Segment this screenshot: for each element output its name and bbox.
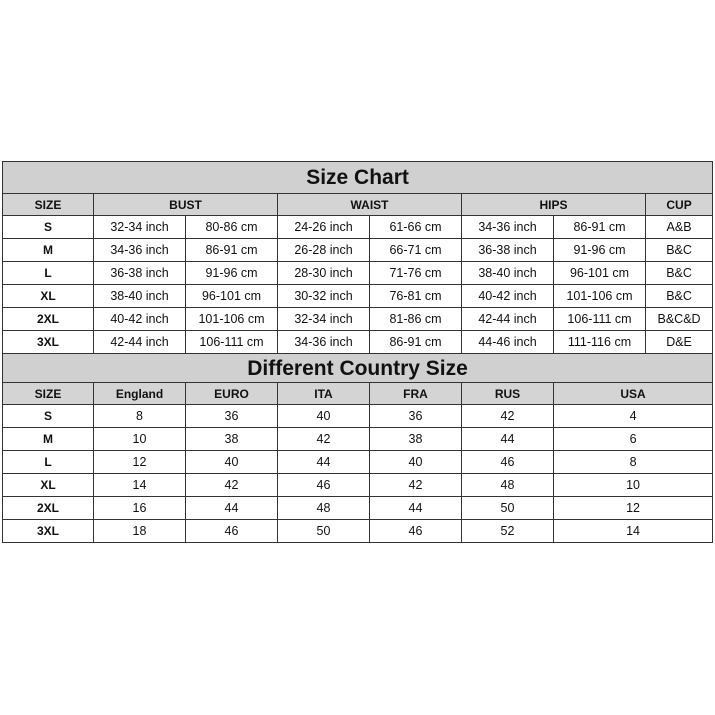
usa-cell: 6	[554, 428, 713, 451]
waist-cm-cell: 66-71 cm	[370, 239, 462, 262]
header-hips: HIPS	[462, 194, 646, 216]
waist-inch-cell: 24-26 inch	[278, 216, 370, 239]
bust-inch-cell: 40-42 inch	[94, 308, 186, 331]
hips-inch-cell: 36-38 inch	[462, 239, 554, 262]
ita-cell: 44	[278, 451, 370, 474]
usa-cell: 10	[554, 474, 713, 497]
hips-inch-cell: 40-42 inch	[462, 285, 554, 308]
size-cell: L	[3, 262, 94, 285]
england-cell: 16	[94, 497, 186, 520]
country-header-euro: EURO	[186, 383, 278, 405]
country-title-row	[3, 354, 713, 383]
hips-cm-cell: 111-116 cm	[554, 331, 646, 354]
size-cell: M	[3, 428, 94, 451]
ita-cell: 50	[278, 520, 370, 543]
ita-cell: 40	[278, 405, 370, 428]
bust-cm-cell: 91-96 cm	[186, 262, 278, 285]
waist-inch-cell: 26-28 inch	[278, 239, 370, 262]
waist-inch-cell: 30-32 inch	[278, 285, 370, 308]
table-row	[3, 331, 713, 354]
fra-cell: 38	[370, 428, 462, 451]
euro-cell: 38	[186, 428, 278, 451]
england-cell: 8	[94, 405, 186, 428]
fra-cell: 40	[370, 451, 462, 474]
waist-inch-cell: 32-34 inch	[278, 308, 370, 331]
header-size: SIZE	[3, 194, 94, 216]
usa-cell: 4	[554, 405, 713, 428]
size-chart-title-row	[3, 162, 713, 194]
size-cell: M	[3, 239, 94, 262]
table-row	[3, 497, 713, 520]
country-header-usa: USA	[554, 383, 713, 405]
cup-cell: B&C	[646, 285, 713, 308]
hips-cm-cell: 96-101 cm	[554, 262, 646, 285]
size-cell: 2XL	[3, 308, 94, 331]
fra-cell: 44	[370, 497, 462, 520]
cup-cell: D&E	[646, 331, 713, 354]
size-chart-table	[2, 161, 713, 543]
cup-cell: B&C	[646, 262, 713, 285]
rus-cell: 46	[462, 451, 554, 474]
bust-inch-cell: 36-38 inch	[94, 262, 186, 285]
size-cell: 3XL	[3, 331, 94, 354]
fra-cell: 46	[370, 520, 462, 543]
bust-cm-cell: 96-101 cm	[186, 285, 278, 308]
bust-inch-cell: 32-34 inch	[94, 216, 186, 239]
bust-cm-cell: 101-106 cm	[186, 308, 278, 331]
hips-inch-cell: 38-40 inch	[462, 262, 554, 285]
hips-inch-cell: 34-36 inch	[462, 216, 554, 239]
england-cell: 18	[94, 520, 186, 543]
rus-cell: 48	[462, 474, 554, 497]
england-cell: 10	[94, 428, 186, 451]
hips-cm-cell: 106-111 cm	[554, 308, 646, 331]
size-cell: XL	[3, 474, 94, 497]
size-cell: XL	[3, 285, 94, 308]
header-waist: WAIST	[278, 194, 462, 216]
table-row	[3, 520, 713, 543]
header-cup: CUP	[646, 194, 713, 216]
size-chart-title: Size Chart	[3, 162, 713, 194]
size-cell: S	[3, 216, 94, 239]
bust-inch-cell: 34-36 inch	[94, 239, 186, 262]
bust-inch-cell: 38-40 inch	[94, 285, 186, 308]
euro-cell: 46	[186, 520, 278, 543]
waist-cm-cell: 61-66 cm	[370, 216, 462, 239]
rus-cell: 52	[462, 520, 554, 543]
size-cell: 2XL	[3, 497, 94, 520]
table-row	[3, 216, 713, 239]
table-row	[3, 451, 713, 474]
waist-cm-cell: 76-81 cm	[370, 285, 462, 308]
waist-cm-cell: 71-76 cm	[370, 262, 462, 285]
euro-cell: 44	[186, 497, 278, 520]
size-cell: 3XL	[3, 520, 94, 543]
hips-cm-cell: 86-91 cm	[554, 216, 646, 239]
hips-cm-cell: 91-96 cm	[554, 239, 646, 262]
country-header-row	[3, 383, 713, 405]
usa-cell: 8	[554, 451, 713, 474]
table-row	[3, 262, 713, 285]
england-cell: 14	[94, 474, 186, 497]
country-size-title: Different Country Size	[3, 354, 713, 383]
fra-cell: 42	[370, 474, 462, 497]
hips-cm-cell: 101-106 cm	[554, 285, 646, 308]
rus-cell: 42	[462, 405, 554, 428]
rus-cell: 44	[462, 428, 554, 451]
size-chart-header-row	[3, 194, 713, 216]
table-row	[3, 285, 713, 308]
england-cell: 12	[94, 451, 186, 474]
table-row	[3, 428, 713, 451]
bust-inch-cell: 42-44 inch	[94, 331, 186, 354]
ita-cell: 42	[278, 428, 370, 451]
waist-inch-cell: 28-30 inch	[278, 262, 370, 285]
hips-inch-cell: 44-46 inch	[462, 331, 554, 354]
euro-cell: 36	[186, 405, 278, 428]
usa-cell: 14	[554, 520, 713, 543]
country-header-rus: RUS	[462, 383, 554, 405]
size-chart-sheet	[2, 161, 712, 543]
country-header-fra: FRA	[370, 383, 462, 405]
table-row	[3, 239, 713, 262]
cup-cell: B&C	[646, 239, 713, 262]
waist-inch-cell: 34-36 inch	[278, 331, 370, 354]
cup-cell: B&C&D	[646, 308, 713, 331]
bust-cm-cell: 106-111 cm	[186, 331, 278, 354]
table-row	[3, 474, 713, 497]
rus-cell: 50	[462, 497, 554, 520]
fra-cell: 36	[370, 405, 462, 428]
cup-cell: A&B	[646, 216, 713, 239]
waist-cm-cell: 81-86 cm	[370, 308, 462, 331]
size-cell: L	[3, 451, 94, 474]
ita-cell: 46	[278, 474, 370, 497]
country-header-ita: ITA	[278, 383, 370, 405]
euro-cell: 40	[186, 451, 278, 474]
header-bust: BUST	[94, 194, 278, 216]
country-header-england: England	[94, 383, 186, 405]
hips-inch-cell: 42-44 inch	[462, 308, 554, 331]
bust-cm-cell: 86-91 cm	[186, 239, 278, 262]
table-row	[3, 308, 713, 331]
ita-cell: 48	[278, 497, 370, 520]
table-row	[3, 405, 713, 428]
size-cell: S	[3, 405, 94, 428]
waist-cm-cell: 86-91 cm	[370, 331, 462, 354]
bust-cm-cell: 80-86 cm	[186, 216, 278, 239]
usa-cell: 12	[554, 497, 713, 520]
euro-cell: 42	[186, 474, 278, 497]
country-header-size: SIZE	[3, 383, 94, 405]
